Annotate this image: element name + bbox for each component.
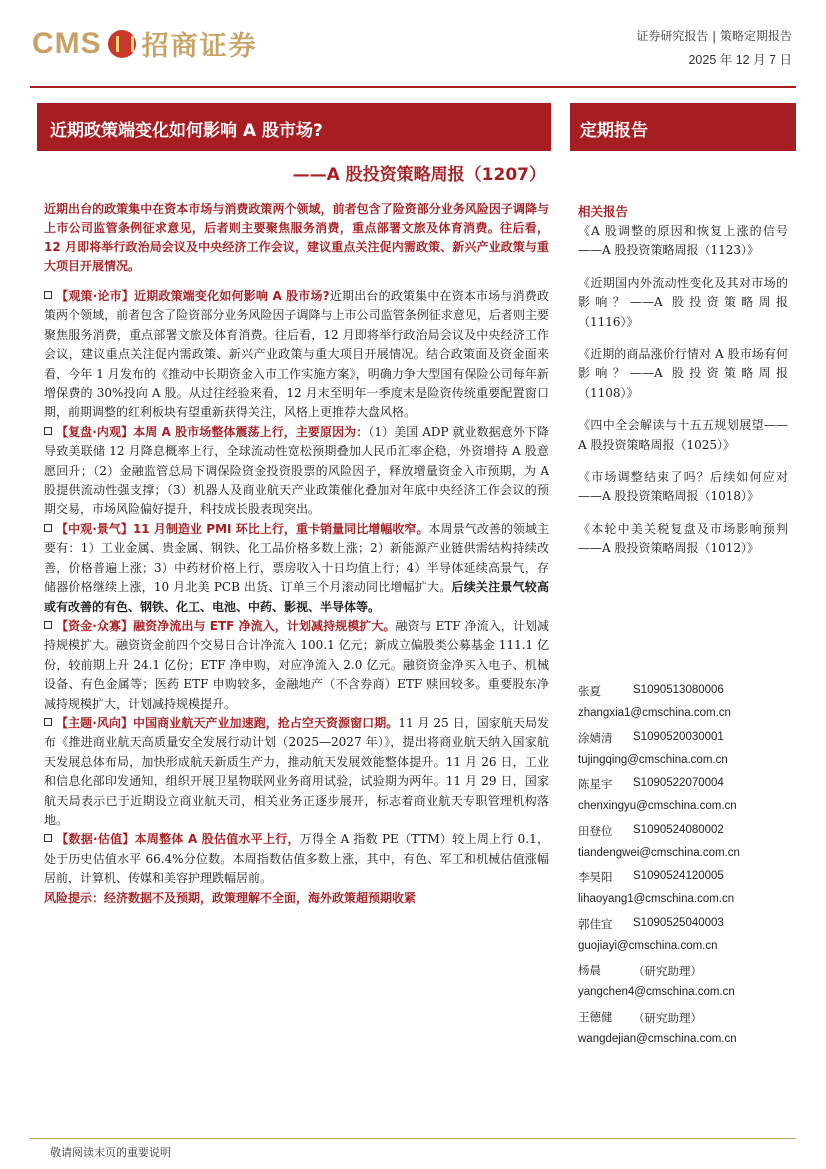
risk-warning: 风险提示：经济数据不及预期，政策理解不全面，海外政策超预期收紧 bbox=[44, 890, 417, 905]
related-reports-list bbox=[578, 222, 788, 572]
analyst-entry bbox=[578, 916, 793, 963]
section-text: （1）美国 ADP 就业数据意外下降导致美联储 12 月降息概率上行，全球流动性宽松预期叠加人民币汇率企稳，外资增持 A 股意愿回升；（2）金融监管总局下调保险资金投资股票的风险因子，释放增量资金入市预期，为 A 股提供流动性强支撑；（3）机器人及商业航天产业政策催化叠加对年底中央经济工作会议的预期交易，市场风险偏好提升，科技成长股表现突出。 bbox=[44, 424, 549, 517]
analyst-name: 田登位 bbox=[578, 823, 613, 838]
report-subtitle: ——A 股投资策略周报（1207） bbox=[292, 165, 546, 185]
analyst-name: 张夏 bbox=[578, 684, 601, 698]
summary-text: 近期出台的政策集中在资本市场与消费政策两个领域，前者包含了险资部分业务风险因子调降与上市公司监管条例征求意见，后者则主要聚焦服务消费，重点部署文旅及体育消费。往后看，12 月即将举行政治局会议及中央经济工作会议，建议重点关注促内需政策、新兴产业政策与重大项目开展情况。 bbox=[44, 202, 549, 273]
logo-chinese-name: 招商证券 bbox=[141, 31, 258, 62]
analyst-name: 涂婧清 bbox=[578, 730, 613, 745]
analyst-email[interactable]: lihaoyang1@cmschina.com.cn bbox=[578, 893, 735, 905]
analyst-id: S1090525040003 bbox=[633, 916, 724, 929]
footer-divider bbox=[30, 1138, 796, 1139]
section-paragraph bbox=[44, 830, 549, 888]
analyst-email[interactable]: guojiayi@cmschina.com.cn bbox=[578, 939, 718, 952]
related-report-link[interactable]: 《本轮中美关税复盘及市场影响预判——A 股投资策略周报（1012）》 bbox=[578, 521, 788, 556]
footer-note: 敬请阅读末页的重要说明 bbox=[50, 1146, 171, 1159]
analyst-entry bbox=[578, 730, 793, 777]
section-text: 11 月 25 日，国家航天局发布《推进商业航天高质量安全发展行动计划（2025—2027 年）》，提出将商业航天纳入国家航天发展总体布局，加快形成航天新质生产力，推动航天发展效能整体提升。11 月 26 日，工业和信息化部印发通知，组织开展卫星物联网业务商用试验，试验期为两年。11 月 29 日，国家航天局表示已于近期设立商业航天司，相关业务正逐步展开，标志着商业航天专职管理机构落地。 bbox=[44, 715, 550, 827]
page-header bbox=[0, 0, 826, 92]
related-report-link[interactable]: 《四中全会解读与十五五规划展望——A 股投资策略周报（1025）》 bbox=[578, 418, 788, 452]
header-divider bbox=[30, 86, 796, 88]
related-report-link[interactable]: 《近期的商品涨价行情对 A 股市场有何影响？——A 股投资策略周报（1108）》 bbox=[578, 347, 788, 400]
analyst-name: 郭佳宜 bbox=[578, 916, 613, 931]
report-body bbox=[44, 287, 549, 908]
report-title: 近期政策端变化如何影响 A 股市场? bbox=[50, 121, 323, 141]
analyst-name: 王德健 bbox=[578, 1009, 613, 1024]
analyst-email[interactable]: yangchen4@cmschina.com.cn bbox=[578, 986, 735, 998]
section-lead: 【观策·论市】近期政策端变化如何影响 A 股市场? bbox=[56, 289, 330, 303]
analyst-list bbox=[578, 683, 793, 1055]
section-paragraph bbox=[44, 287, 549, 423]
analyst-role: （研究助理） bbox=[633, 966, 702, 978]
analyst-email[interactable]: chenxingyu@cmschina.com.cn bbox=[578, 800, 737, 812]
analyst-id: S1090520030001 bbox=[633, 730, 724, 743]
related-reports-heading: 相关报告 bbox=[578, 204, 629, 219]
section-lead: 【资金·众寡】融资净流出与 ETF 净流入，计划减持规模扩大。 bbox=[56, 618, 396, 633]
report-type: 证券研究报告 | 策略定期报告 bbox=[636, 29, 792, 43]
section-lead: 【数据·估值】本周整体 A 股估值水平上行， bbox=[56, 832, 300, 847]
section-lead: 【复盘·内观】本周 A 股市场整体震荡上行，主要原因为： bbox=[56, 424, 369, 439]
related-report-link[interactable]: 《市场调整结束了吗？后续如何应对——A 股投资策略周报（1018）》 bbox=[578, 470, 788, 504]
checkbox-bullet-icon bbox=[44, 621, 52, 629]
related-report-link[interactable]: 《近期国内外流动性变化及其对市场的影响？——A 股投资策略周报（1116）》 bbox=[578, 275, 788, 329]
logo-text: CMS bbox=[32, 26, 102, 60]
analyst-entry bbox=[578, 1009, 793, 1056]
analyst-id: S1090522070004 bbox=[633, 777, 724, 789]
analyst-email[interactable]: zhangxia1@cmschina.com.cn bbox=[578, 707, 731, 719]
related-report-link[interactable]: 《A 股调整的原因和恢复上涨的信号——A 股投资策略周报（1123）》 bbox=[578, 224, 788, 258]
analyst-entry bbox=[578, 962, 793, 1009]
analyst-name: 杨晨 bbox=[578, 963, 601, 977]
section-text: 万得全 A 指数 PE（TTM）较上周上行 0.1，处于历史估值水平 66.4%分位数。本周指数估值多数上涨，其中，有色、军工和机械估值涨幅居前，计算机、传媒和美容护理跌幅居前。 bbox=[44, 832, 549, 886]
analyst-email[interactable]: tiandengwei@cmschina.com.cn bbox=[578, 846, 740, 859]
section-paragraph bbox=[44, 714, 549, 830]
section-paragraph bbox=[44, 617, 549, 714]
checkbox-bullet-icon bbox=[44, 718, 52, 726]
logo-mark-icon bbox=[108, 30, 136, 58]
analyst-id: S1090524120005 bbox=[633, 870, 724, 882]
report-date: 2025 年 12 月 7 日 bbox=[688, 53, 792, 67]
analyst-entry bbox=[578, 823, 793, 870]
analyst-email[interactable]: wangdejian@cmschina.com.cn bbox=[578, 1032, 737, 1045]
checkbox-bullet-icon bbox=[44, 291, 52, 299]
side-title: 定期报告 bbox=[580, 121, 648, 141]
analyst-name: 李昊阳 bbox=[578, 870, 613, 884]
section-lead: 【中观·景气】11 月制造业 PMI 环比上行，重卡销量同比增幅收窄。 bbox=[56, 521, 429, 536]
checkbox-bullet-icon bbox=[44, 834, 52, 842]
analyst-name: 陈星宇 bbox=[578, 777, 613, 791]
section-emphasis: 后续关注景气较高或有改善的有色、钢铁、化工、电池、中药、影视、半导体等。 bbox=[44, 580, 549, 614]
section-text: 近期出台的政策集中在资本市场与消费政策两个领域，前者包含了险资部分业务风险因子调降与上市公司监管条例征求意见，后者则主要聚焦服务消费，重点部署文旅及体育消费。往后看，12 月即将举行政治局会议及中央经济工作会议，建议重点关注促内需政策、新兴产业政策与重大项目开展情况。结合政策面及资金面来看，今年 1 月发布的《推动中长期资金入市工作实施方案》，明确力争大型国有保险公司每年新增保费的 30%投向 A 股。从过往经验来看，12 月末至明年一季度末是险资传统重要配置窗口期，前期调整的红利板块有望重新获得关注，风格上更推荐大盘风格。 bbox=[44, 289, 549, 420]
section-text: 融资与 ETF 净流入，计划减持规模扩大。融资资金前四个交易日合计净流入 100.1 亿元；新成立偏股类公募基金 111.1 亿份，较前期上升 24.1 亿份；ETF 净申购，对应净流入 2.0 亿元。融资资金净买入电子、机械设备、有色金属等；医药 ETF 申购较多，金融地产（不含券商）ETF 赎回较多。重要股东净减持规模扩大，计划减持规模提升。 bbox=[44, 618, 549, 711]
analyst-entry bbox=[578, 869, 793, 916]
checkbox-bullet-icon bbox=[44, 427, 52, 435]
analyst-entry bbox=[578, 776, 793, 823]
cms-logo bbox=[32, 24, 258, 63]
section-paragraph bbox=[44, 520, 549, 617]
analyst-entry bbox=[578, 683, 793, 730]
analyst-id: S1090524080002 bbox=[633, 823, 724, 836]
section-text: 本周景气改善的领域主要有：1）工业金属、贵金属、钢铁、化工品价格多数上涨；2）新能源产业链供需结构持续改善，价格普遍上涨；3）中药材价格上行，票房收入十日均值上行；4）半导体延续高景气，存储器价格继续上涨，10 月北美 PCB 出货、订单三个月滚动同比增幅扩大。 bbox=[44, 521, 549, 595]
analyst-email[interactable]: tujingqing@cmschina.com.cn bbox=[578, 753, 728, 766]
checkbox-bullet-icon bbox=[44, 524, 52, 532]
analyst-id: S1090513080006 bbox=[633, 684, 724, 696]
analyst-role: （研究助理） bbox=[633, 1012, 702, 1025]
section-paragraph bbox=[44, 423, 549, 520]
section-lead: 【主题·风向】中国商业航天产业加速跑，抢占空天资源窗口期。 bbox=[56, 715, 399, 730]
